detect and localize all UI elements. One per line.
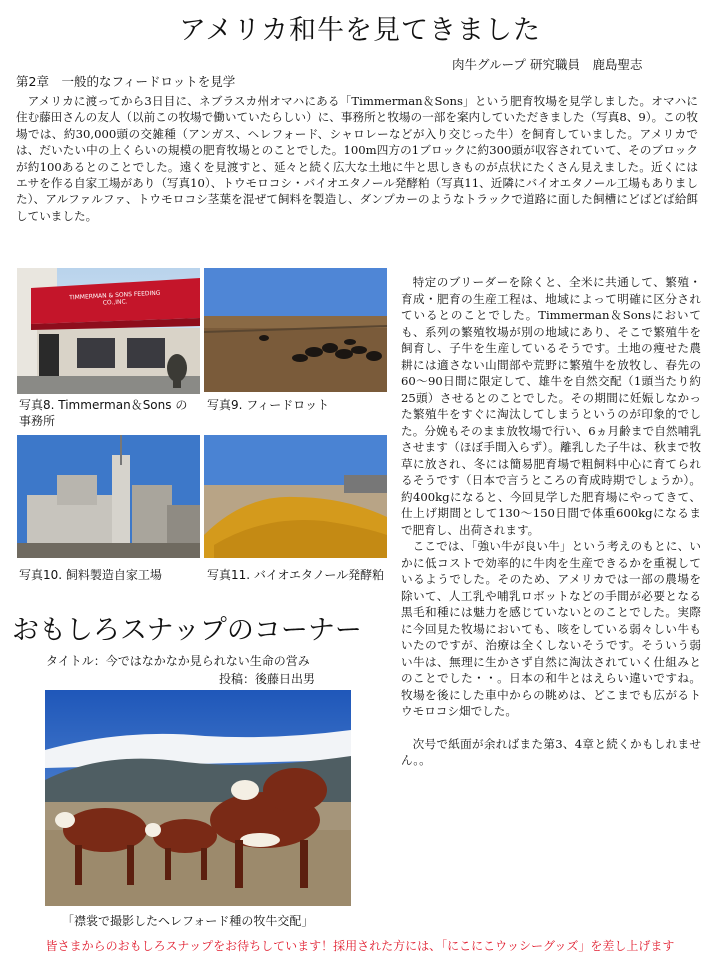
intro-paragraph: アメリカに渡ってから3日目に、ネブラスカ州オマハにある「Timmerman＆Sons」という肥育牧場を見学しました。オマハに住む藤田さんの友人（以前この牧場で働いていたらしい）に、事務所と牧場の一部を案内していただきました（写真8、9）。この牧場では、約30,000頭の交雑種（アンガス、ヘレフォード、シャロレーなどが入り交じった牛）を飼育していました。アメリカでは、だいたい中の上くらいの規模の肥育牧場とのことでした。100m四方の1ブロックに約300頭が収容されていて、そのブロックが約100あるとのことでした。遠くを見渡すと、延々と続く広大な土地に牛と思しきものが点状にたくさん見えました。近くにはエサを作る自家工場があり（写真10）、トウモロコシ・バイオエタノール発酵粕（写真11、近隣にバイオエタノール工場もありました）、アルファルファ、トウモロコシ茎葉を混ぜて飼料を製造し、ダンプカーのようなトラックで道路に面した飼槽にどばどば給餌していました。	[16, 94, 698, 223]
snapshot-corner-title: おもしろスナップのコーナー	[12, 615, 362, 646]
snapshot-caption: 「襟裳で撮影したヘレフォード種の牧牛交配」	[62, 914, 314, 928]
office-sign: TIMMERMAN & SONS FEEDING CO.,INC.	[69, 289, 161, 307]
caption-photo-8: 写真8. Timmerman＆Sons の事務所	[19, 398, 188, 428]
author-line: 肉牛グループ 研究職員 鹿島聖志	[452, 57, 643, 72]
photo-office	[17, 268, 200, 394]
paragraph-strong-cattle: ここでは、「強い牛が良い牛」という考えのもとに、いかに低コストで効率的に牛肉を生産できるかを重視しているようでした。そのため、アメリカでは一部の農場を除いて、人工乳や哺乳ロボットなどの手間が必要となる黒毛和種には魅力を感じていないとのことでした。実際に今回見た牧場においても、咳をしている弱々しい牛もいたのですが、治療は全くしないそうです。そういう弱い牛は、無理に生かさず自然に淘汰されていく仕組みとのことでした・・。日本の和牛とはえらい違いですね。牧場を後にした車中からの眺めは、どこまでも広がるトウモロコシ畑でした。	[401, 539, 701, 718]
photo-feedlot	[204, 268, 387, 392]
paragraph-next-issue: 次号で紙面が余ればまた第3、4章と続くかもしれません。。	[401, 736, 701, 767]
photo-feed-mill	[17, 435, 200, 558]
right-column-text	[401, 274, 701, 769]
caption-photo-11: 写真11. バイオエタノール発酵粕	[207, 568, 385, 582]
photo-hereford-cattle	[45, 690, 351, 906]
paragraph-breeding-system: 特定のブリーダーを除くと、全米に共通して、繁殖・育成・肥育の生産工程は、地域によって明確に区分されているとのことでした。Timmerman＆Sonsにおいても、系列の繁殖牧場が別の地域にあり、そこで繁殖牛を飼育し、子牛を生産しているそうです。土地の痩せた農耕には適さない山間部や荒野に繁殖牛を放牧し、春先の60～90日間に限定して、雄牛を自然交配（1頭当たり約25頭）させるとのことでした。その期間に妊娠しなかった繁殖牛をすぐに淘汰してしまうというのが印象的でした。分娩もそのまま放牧場で行い、6ヵ月齢まで自然哺乳させます（ほぼ手間入らず）。離乳した子牛は、秋まで牧草に放され、冬には簡易肥育場で粗飼料中心に育てられるそうです（日本で言うところの育成時期でしょうか）。約400kgになると、今回見学した肥育場にやってきて、仕上げ期間として130～150日間で体重600kgになるまで肥育し、出荷されます。	[401, 275, 701, 537]
photo-ethanol-residue	[204, 435, 387, 558]
snapshot-author: 投稿：後藤日出男	[219, 672, 316, 686]
footer-notice: 皆さまからのおもしろスナップをお待ちしています！採用された方には、「にこにこウッシーグッズ」を差し上げます	[45, 939, 675, 953]
snapshot-title: タイトル：今ではなかなか見られない生命の営み	[46, 654, 310, 668]
chapter-heading: 第2章 一般的なフィードロットを見学	[16, 74, 236, 89]
caption-photo-9: 写真9. フィードロット	[207, 398, 330, 412]
caption-photo-10: 写真10. 飼料製造自家工場	[19, 568, 162, 582]
page-title: アメリカ和牛を見てきました	[178, 15, 542, 46]
